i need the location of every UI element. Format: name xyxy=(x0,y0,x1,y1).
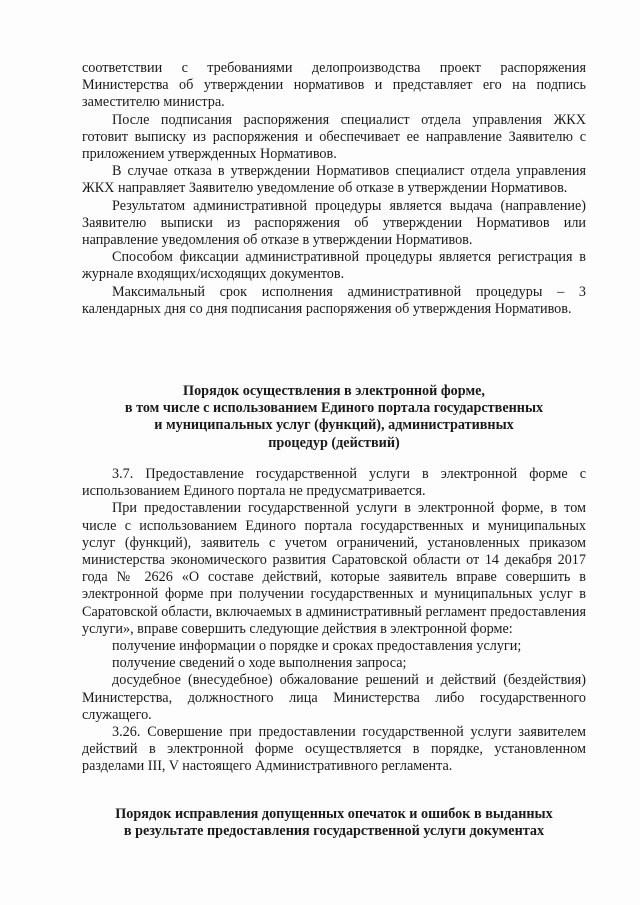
continuation-paragraph: соответствии с требованиями делопроизводства проект распоряжения Министерства об утверждении нормативов и представляет его на подпись заместителю министра. xyxy=(82,60,586,111)
list-item: досудебное (внесудебное) обжалование решений и действий (бездействия) Министерства, должностного лица Министерства либо государственного служащего. xyxy=(82,672,586,723)
heading-line: процедур (действий) xyxy=(268,434,400,451)
paragraph-electronic-actions: При предоставлении государственной услуги в электронной форме, в том числе с использованием Единого портала государственных и муниципальных услуг (функций), заявитель с учетом ограничений, установленных приказом министерства экономического развития Саратовской области от 14 декабря 2017 года № 2626 «О составе действий, которые заявитель вправе совершить в электронной форме при получении государственных и муниципальных услуг в Саратовской области, включаемых в административный регламент предоставления услуги», вправе совершить следующие действия в электронной форме: xyxy=(82,500,586,637)
heading-line: в том числе с использованием Единого портала государственных xyxy=(124,400,544,417)
heading-line: Порядок осуществления в электронной форме, xyxy=(183,383,485,399)
paragraph-max-term: Максимальный срок исполнения административной процедуры – 3 календарных дня со дня подписания распоряжения об утверждения Нормативов. xyxy=(82,283,586,317)
heading-corrections xyxy=(82,806,586,840)
paragraph-3-7: 3.7. Предоставление государственной услуги в электронной форме с использованием Единого портала не предусматривается. xyxy=(82,466,586,500)
paragraph-result: Результатом административной процедуры является выдача (направление) Заявителю выписки из распоряжения об утверждении Нормативов или направление уведомления об отказе в утверждении Нормативов. xyxy=(82,197,586,249)
paragraph-3-26: 3.26. Совершение при предоставлении государственной услуги заявителем действий в электронной форме осуществляется в порядке, установленном разделами III, V настоящего Административного регламента. xyxy=(82,724,586,775)
paragraph-refusal: В случае отказа в утверждении Нормативов специалист отдела управления ЖКХ направляет Заявителю уведомление об отказе в утверждении Нормативов. xyxy=(82,163,586,197)
paragraph-fixation: Способом фиксации административной процедуры является регистрация в журнале входящих/исходящих документов. xyxy=(82,249,586,283)
list-item: получение сведений о ходе выполнения запроса; xyxy=(112,655,407,672)
paragraph-extract-sending: После подписания распоряжения специалист отдела управления ЖКХ готовит выписку из распоряжения и обеспечивает ее направление Заявителю с приложением утвержденных Нормативов. xyxy=(82,111,586,163)
section-procedure-result xyxy=(82,60,586,318)
heading-line: и муниципальных услуг (функций), административных xyxy=(154,417,514,434)
section-electronic-form xyxy=(82,466,586,776)
heading-line: Порядок исправления допущенных опечаток и ошибок в выданных xyxy=(115,806,553,822)
list-item: получение информации о порядке и сроках предоставления услуги; xyxy=(112,638,522,655)
heading-electronic-form xyxy=(82,383,586,452)
heading-line: в результате предоставления государственной услуги документах xyxy=(123,823,545,840)
